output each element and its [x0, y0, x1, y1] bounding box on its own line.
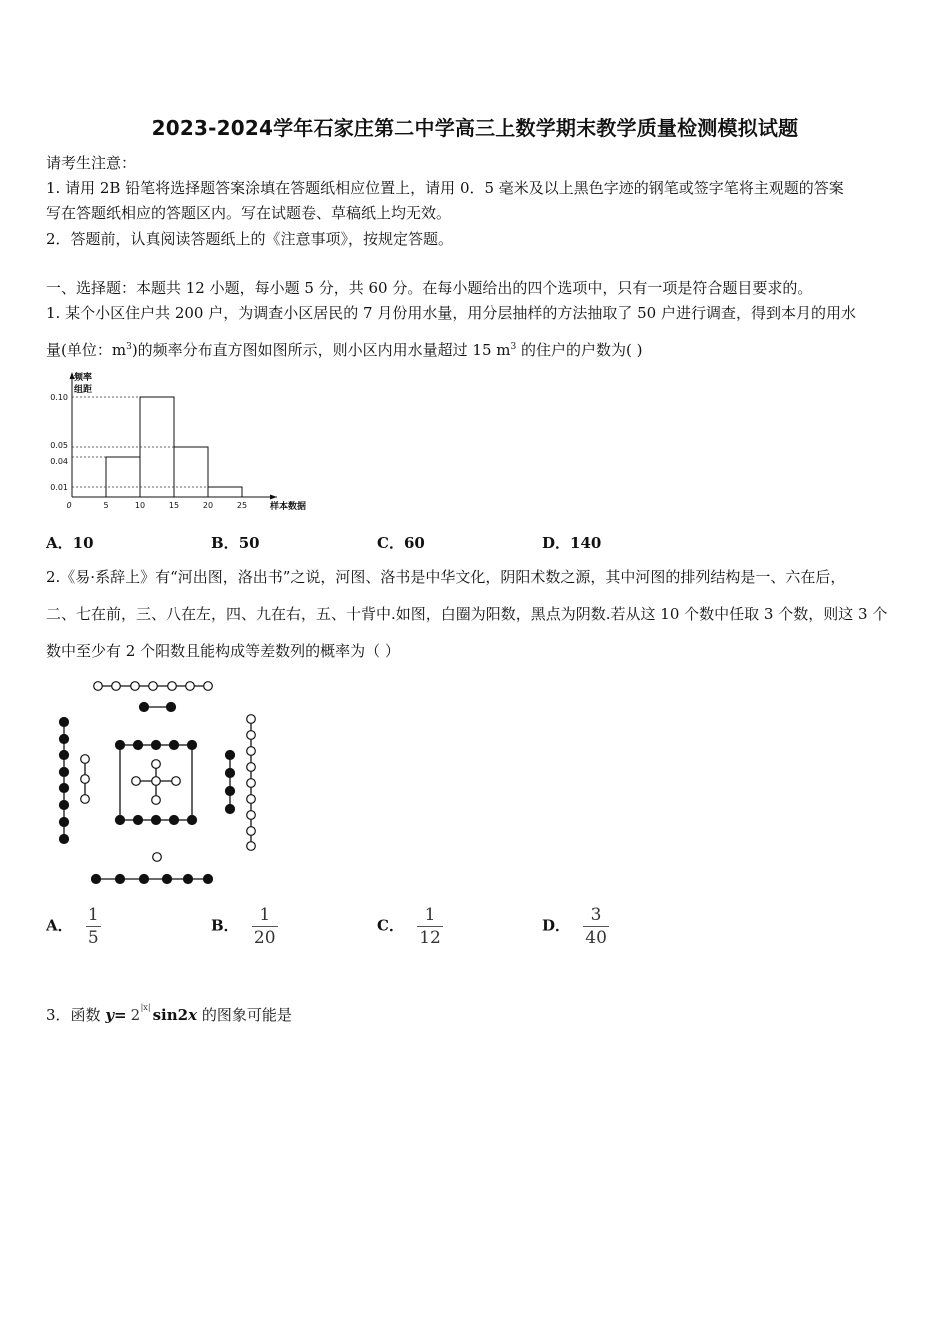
page-title: 2023-2024学年石家庄第二中学高三上数学期末教学质量检测模拟试题 [151, 116, 799, 140]
q1-option-d-value: 140 [570, 534, 602, 552]
q3-y: y [105, 1006, 115, 1024]
q2-option-c-fraction [417, 905, 443, 948]
hetu-diagram [40, 670, 280, 895]
x-tick-label: 5 [103, 501, 109, 510]
q2-option-d-num: 3 [590, 905, 602, 925]
q1-option-a-value: 10 [72, 534, 94, 552]
q1-sup-1: 3 [126, 342, 132, 352]
q1-option-c-label: C． [377, 534, 404, 552]
histogram-chart [40, 366, 307, 524]
notice-item-2: 2．答题前，认真阅读答题纸上的《注意事项》，按规定答题。 [46, 230, 454, 248]
q2-option-a-label: A． [46, 916, 73, 935]
q2-option-a-num: 1 [87, 905, 99, 925]
q1-option-a[interactable] [46, 532, 94, 553]
y-axis-label-top: 频率 [74, 373, 93, 383]
y-axis-label-bottom: 组距 [74, 385, 93, 395]
q3-line [46, 1004, 292, 1025]
y-tick-label: 0.04 [50, 457, 68, 466]
section-1-heading: 一、选择题：本题共 12 小题，每小题 5 分，共 60 分。在每小题给出的四个选项中，只有一项是符合题目要求的。 [46, 279, 813, 297]
q1-line-2c: 的住户的户数为( ) [516, 341, 643, 359]
x-tick-label: 25 [236, 501, 248, 510]
q3-base: 2 [130, 1006, 141, 1024]
q3-x: x [188, 1006, 198, 1024]
x-tick-label: 20 [202, 501, 214, 510]
q2-option-c-den: 12 [419, 928, 441, 948]
q2-option-b-fraction [252, 905, 278, 948]
q1-option-a-label: A． [46, 534, 73, 552]
q1-line-2b: )的频率分布直方图如图所示，则小区内用水量超过 15 m [131, 341, 511, 359]
q2-option-d[interactable] [542, 905, 609, 948]
q3-eq: = [114, 1006, 127, 1024]
q2-option-a[interactable] [46, 905, 101, 948]
y-tick-label: 0.10 [50, 393, 68, 402]
y-tick-label: 0.01 [50, 483, 68, 492]
q1-option-b-value: 50 [238, 534, 260, 552]
q1-option-d-label: D． [542, 534, 571, 552]
q3-suffix: 的图象可能是 [197, 1006, 292, 1024]
q1-sup-2: 3 [510, 342, 517, 352]
x-tick-label: 15 [168, 501, 180, 510]
q1-option-d[interactable] [542, 532, 601, 553]
x-tick-label: 10 [134, 501, 146, 510]
q1-line-2a: 量(单位：m [46, 341, 127, 359]
q2-option-c-label: C． [377, 916, 404, 935]
q2-option-b-den: 20 [253, 928, 276, 948]
x-tick-label: 0 [66, 501, 72, 510]
q2-option-a-fraction [86, 905, 101, 948]
q2-option-b[interactable] [211, 905, 278, 948]
q2-line-1: 2.《易·系辞上》有“河出图，洛出书”之说，河图、洛书是中华文化，阴阳术数之源，其中河图的排列结构是一、六在后， [46, 568, 846, 586]
q1-option-c[interactable] [377, 532, 425, 553]
notice-item-1a: 1. 请用 2B 铅笔将选择题答案涂填在答题纸相应位置上，请用 0．5 毫米及以上黑色字迹的钢笔或签字笔将主观题的答案 [46, 179, 844, 197]
q2-option-d-fraction [583, 905, 609, 948]
q3-prefix: 3．函数 [46, 1006, 106, 1024]
q1-line-1: 1. 某个小区住户共 200 户，为调查小区居民的 7 月份用水量，用分层抽样的方法抽取了 50 户进行调查，得到本月的用水 [46, 304, 856, 322]
q3-exp: |x| [140, 1003, 151, 1012]
notice-item-1b: 写在答题纸相应的答题区内。写在试题卷、草稿纸上均无效。 [46, 204, 452, 222]
q3-func: sin2 [152, 1006, 189, 1024]
histogram-bar [174, 447, 208, 497]
q2-option-a-den: 5 [87, 928, 99, 948]
q2-option-d-label: D． [542, 916, 571, 935]
q2-option-d-den: 40 [585, 928, 607, 948]
q2-option-b-label: B． [211, 916, 239, 935]
q2-option-c[interactable] [377, 905, 443, 948]
q2-option-c-num: 1 [424, 905, 436, 925]
notice-heading: 请考生注意： [46, 154, 137, 172]
q1-option-b[interactable] [211, 532, 260, 553]
y-tick-label: 0.05 [50, 441, 68, 450]
x-axis-arrow [270, 495, 277, 500]
q2-option-b-num: 1 [259, 905, 271, 925]
q2-line-2: 二、七在前，三、八在左，四、九在右，五、十背中.如图，白圈为阳数，黑点为阴数.若从这 10 个数中任取 3 个数，则这 3 个 [46, 605, 888, 623]
histogram-bar [208, 487, 242, 497]
histogram-bar [106, 457, 140, 497]
q1-option-b-label: B． [211, 534, 239, 552]
x-axis-label: 样本数据 [270, 502, 307, 512]
q2-line-3: 数中至少有 2 个阳数且能构成等差数列的概率为（ ） [46, 642, 400, 660]
q1-line-2 [46, 339, 643, 360]
q1-option-c-value: 60 [403, 534, 425, 552]
